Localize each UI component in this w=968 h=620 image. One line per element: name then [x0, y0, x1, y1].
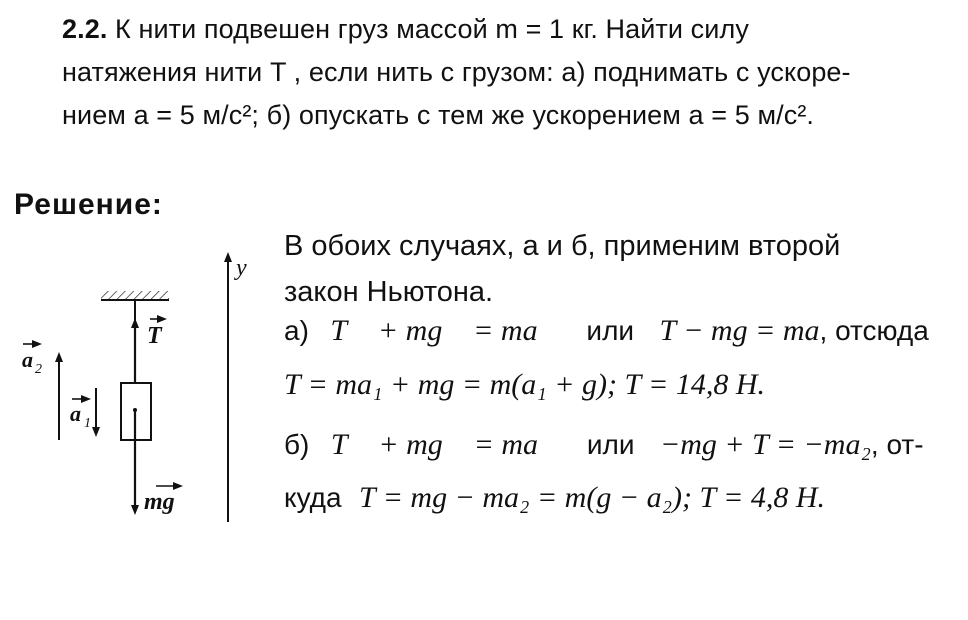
problem-number: 2.2.: [62, 14, 108, 44]
part-a-result: T = ma₁ + mg = m(a₁ + g); T = 14,8 Н.: [284, 368, 765, 401]
part-b-hence-2: куда: [284, 482, 342, 513]
part-b-or: или: [586, 429, 635, 460]
solution-heading: Решение:: [14, 188, 163, 221]
intro-line-1: В обоих случаях, а и б, применим второй: [284, 230, 841, 262]
ceiling-hatch: [101, 291, 169, 300]
problem-text-1: К нити подвешен груз массой m = 1 кг. Найти силу: [115, 14, 749, 44]
part-b-result: T = mg − ma₂ = m(g − a₂); T = 4,8 Н.: [359, 481, 826, 514]
part-b-scalar-eq: −mg + T = −ma₂: [660, 428, 871, 461]
part-b-vector-eq: T⃗ + mg⃗ = ma⃗: [330, 428, 562, 461]
label-a2: a: [22, 347, 33, 372]
part-b-label: б): [284, 429, 310, 460]
part-a-scalar-eq: T − mg = ma: [659, 314, 820, 347]
label-a2-sub: 2: [35, 362, 42, 377]
intro-line-2: закон Ньютона.: [284, 276, 494, 308]
label-a1: a: [70, 401, 81, 426]
part-a-hence: , отсюда: [819, 315, 929, 346]
part-a-or: или: [586, 315, 635, 346]
label-mg: mg: [144, 489, 175, 515]
problem-line-3: нием a = 5 м/с²; б) опускать с тем же ускорением a = 5 м/с².: [62, 100, 815, 130]
label-T: T: [147, 323, 162, 349]
part-a-vector-eq: T⃗ + mg⃗ = ma⃗: [330, 314, 561, 347]
part-a-label: а): [284, 315, 309, 346]
problem-line-2: натяжения нити T , если нить с грузом: а) поднимать с ускоре-: [62, 57, 851, 87]
label-y: y: [236, 255, 247, 281]
label-a1-sub: 1: [84, 416, 91, 431]
part-b-hence: , от-: [870, 429, 924, 460]
